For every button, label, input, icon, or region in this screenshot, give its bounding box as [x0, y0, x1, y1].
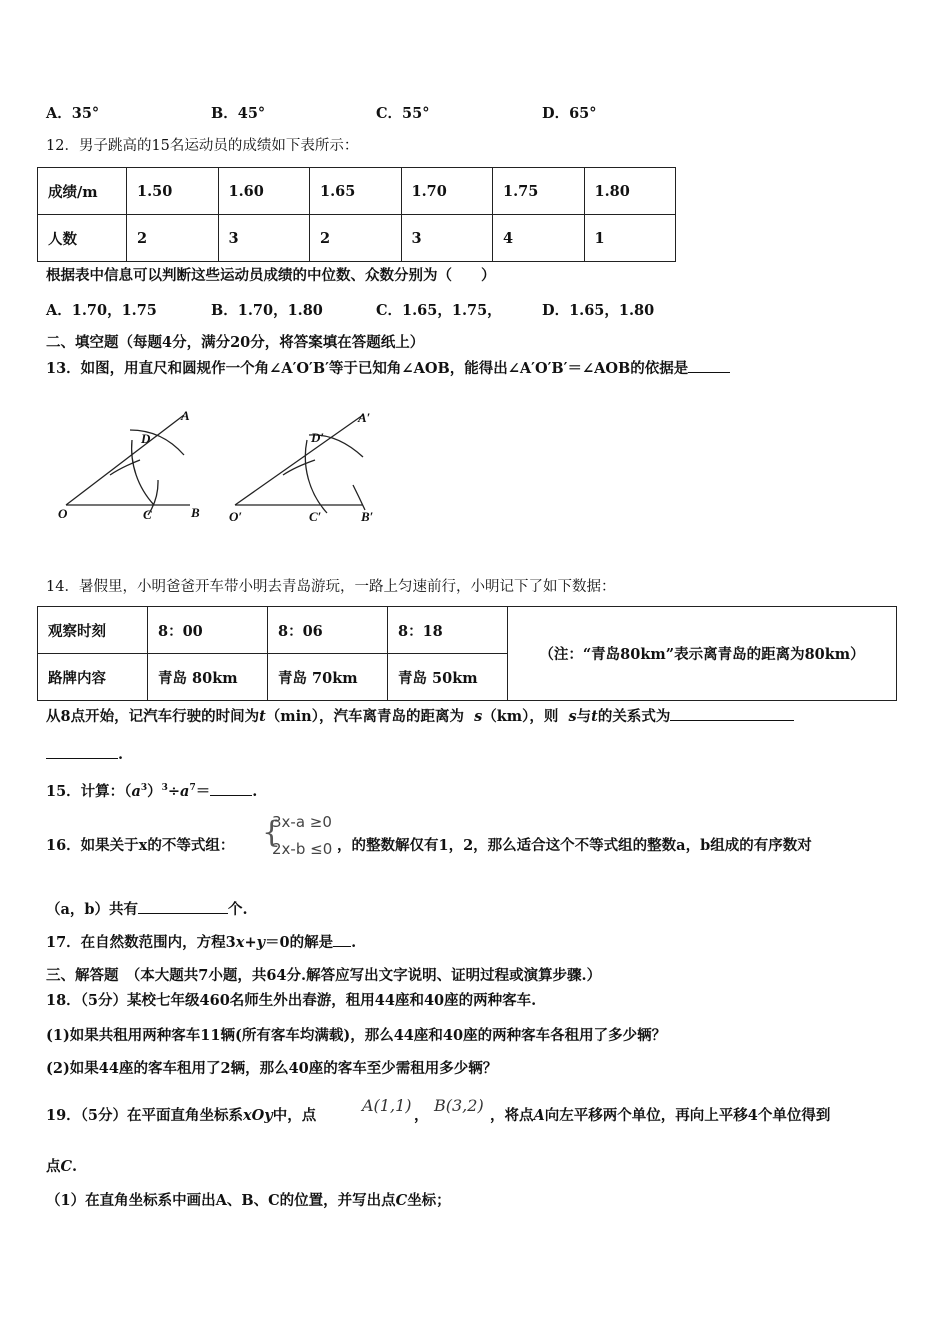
text: 个.: [228, 901, 248, 918]
q15-stem: [46, 778, 257, 802]
q16-inequality-1: 3x-a ≥0: [272, 813, 332, 831]
q12-option-b: B．1.70，1.80: [211, 302, 323, 319]
table-cell: 1.80: [584, 168, 676, 215]
ray-O'A': [235, 415, 363, 505]
ray-OA: [66, 415, 184, 505]
exponent: 3: [161, 783, 168, 793]
q12-option-c: C．1.65，1.75，: [376, 302, 502, 319]
q19-stem-suffix: [490, 1106, 830, 1126]
label-O: O: [58, 506, 68, 521]
label-B-prime: B′: [361, 509, 374, 524]
point-a: A(1,1): [362, 1096, 412, 1115]
text: 19．（5分）在平面直角坐标系: [46, 1107, 244, 1124]
table-cell: 人数: [38, 215, 127, 262]
answer-blank: [333, 932, 351, 947]
text: ＝: [195, 782, 211, 800]
table-cell: 8：18: [388, 607, 508, 654]
var-s: s: [474, 708, 483, 725]
var-y: y: [256, 934, 266, 951]
construction-arc: [353, 485, 365, 510]
q16-stem-prefix: 16．如果关于x的不等式组：: [46, 837, 235, 854]
table-cell: 1.65: [310, 168, 402, 215]
section-2-heading: 二、填空题（每题4分，满分20分，将答案填在答题纸上）: [46, 334, 425, 351]
answer-blank: [138, 899, 228, 914]
text: （min），汽车离青岛的距离为: [265, 708, 464, 725]
text: 15．计算：（: [46, 782, 132, 800]
q13-stem-text: 13．如图，用直尺和圆规作一个角∠A′O′B′等于已知角∠AOB，能得出∠A′O′B′＝∠AOB的依据是: [46, 360, 689, 377]
q18-part1: (1)如果共租用两种客车11辆(所有客车均满载)，那么44座和40座的两种客车各租用了多少辆？: [46, 1027, 667, 1044]
q19-stem: [46, 1106, 316, 1126]
var-C: C: [60, 1158, 73, 1175]
label-D: D: [141, 431, 151, 446]
xoy: xOy: [243, 1107, 273, 1124]
q16-inequality-2: 2x-b ≤0: [272, 840, 333, 858]
text: 的关系式为: [597, 708, 671, 725]
q12-row-scores: [38, 168, 676, 215]
text: （1）在直角坐标系中画出A、B、C的位置，并写出点: [46, 1192, 396, 1209]
table-cell: 1.70: [401, 168, 493, 215]
q14-stem: 14．暑假里，小明爸爸开车带小明去青岛游玩，一路上匀速前行，小明记下了如下数据：: [46, 579, 616, 595]
var-C: C: [395, 1192, 408, 1209]
point-b: B(3,2): [434, 1096, 484, 1115]
q14-table: [37, 606, 897, 701]
text: .: [351, 934, 357, 951]
section-3-heading: 三、解答题 （本大题共7小题，共64分.解答应写出文字说明、证明过程或演算步骤.）: [46, 967, 602, 984]
table-cell: 1: [584, 215, 676, 262]
q13-stem: [46, 358, 730, 379]
table-cell: 观察时刻: [38, 607, 148, 654]
q14-question: [46, 706, 794, 727]
table-cell: 8：06: [268, 607, 388, 654]
text: 点: [46, 1158, 61, 1175]
table-cell: 1.50: [127, 168, 219, 215]
q14-row-times: [38, 607, 897, 654]
text: 向左平移两个单位，再向上平移4个单位得到: [544, 1107, 831, 1124]
text: 坐标；: [407, 1192, 451, 1209]
var-a: a: [180, 782, 190, 800]
label-B: B: [191, 505, 200, 520]
q12-option-a: A．1.70，1.75: [46, 302, 157, 319]
label-A: A: [181, 408, 190, 423]
text: .: [118, 746, 124, 763]
answer-blank: [210, 781, 252, 796]
text: ÷: [167, 782, 181, 800]
q11-option-a: A．35°: [46, 105, 100, 122]
table-cell: 2: [310, 215, 402, 262]
q12-question: 根据表中信息可以判断这些运动员成绩的中位数、众数分别为（ ）: [46, 267, 496, 284]
q18-part2: (2)如果44座的客车租用了2辆，那么40座的客车至少需租用多少辆？: [46, 1060, 498, 1077]
q11-option-d: D．65°: [542, 105, 597, 122]
q11-option-c: C．55°: [376, 105, 430, 122]
q12-stem: 12．男子跳高的15名运动员的成绩如下表所示：: [46, 138, 359, 154]
label-A-prime: A′: [358, 410, 371, 425]
label-C-prime: C′: [309, 509, 322, 524]
comma: ，: [414, 1107, 429, 1124]
label-D-prime: D′: [311, 430, 325, 445]
table-cell: 3: [218, 215, 310, 262]
q19-stem-line2: [46, 1157, 77, 1177]
q14-answer-line: [46, 744, 123, 765]
answer-blank: [688, 358, 730, 373]
q12-row-counts: [38, 215, 676, 262]
var-a: a: [131, 782, 141, 800]
text: ，将点: [490, 1107, 534, 1124]
var-A: A: [533, 1107, 545, 1124]
arc-CD: [132, 440, 154, 505]
table-cell: 青岛 80km: [148, 654, 268, 701]
answer-blank: [46, 744, 118, 759]
text: ＝0的解是: [265, 934, 334, 951]
q19-part1: [46, 1191, 451, 1211]
exponent: 3: [140, 783, 148, 793]
brace-icon: {: [262, 815, 282, 850]
text: （a，b）共有: [46, 901, 139, 918]
table-cell: 3: [401, 215, 493, 262]
construction-arc: [130, 430, 184, 455]
table-cell: 1.60: [218, 168, 310, 215]
label-C: C: [143, 507, 152, 522]
q14-note: （注：“青岛80km”表示离青岛的距离为80km）: [508, 607, 897, 701]
text: 中，点: [272, 1107, 317, 1124]
text: （km），则: [482, 708, 559, 725]
q13-figure-original-angle: [52, 405, 222, 525]
table-cell: 成绩/m: [38, 168, 127, 215]
q13-figure-constructed-angle: [225, 405, 395, 530]
text: ）: [147, 782, 162, 800]
var-t: t: [591, 708, 598, 725]
table-cell: 青岛 70km: [268, 654, 388, 701]
arc-C'D': [305, 440, 327, 513]
table-cell: 路牌内容: [38, 654, 148, 701]
table-cell: 8：00: [148, 607, 268, 654]
text: 从8点开始，记汽车行驶的时间为: [46, 708, 260, 725]
q12-option-d: D．1.65，1.80: [542, 302, 655, 319]
table-cell: 2: [127, 215, 219, 262]
var-s: s: [568, 708, 577, 725]
text: .: [72, 1158, 78, 1175]
q16-stem-suffix: ，的整数解仅有1，2，那么适合这个不等式组的整数a，b组成的有序数对: [337, 837, 812, 854]
table-cell: 青岛 50km: [388, 654, 508, 701]
var-x: x: [235, 934, 245, 951]
q17-stem: [46, 932, 356, 953]
var-t: t: [259, 708, 266, 725]
table-cell: 1.75: [493, 168, 585, 215]
exponent: 7: [189, 783, 196, 793]
answer-blank: [670, 706, 794, 721]
label-O-prime: O′: [229, 509, 243, 524]
table-cell: 4: [493, 215, 585, 262]
text: 与: [576, 708, 592, 725]
q16-stem-line2: [46, 899, 248, 920]
text: 17．在自然数范围内，方程3: [46, 934, 236, 951]
q18-stem: 18．（5分）某校七年级460名师生外出春游，租用44座和40座的两种客车.: [46, 992, 537, 1009]
text: +: [244, 934, 257, 951]
text: .: [252, 782, 258, 800]
q12-table: [37, 167, 676, 262]
q11-option-b: B．45°: [211, 105, 266, 122]
